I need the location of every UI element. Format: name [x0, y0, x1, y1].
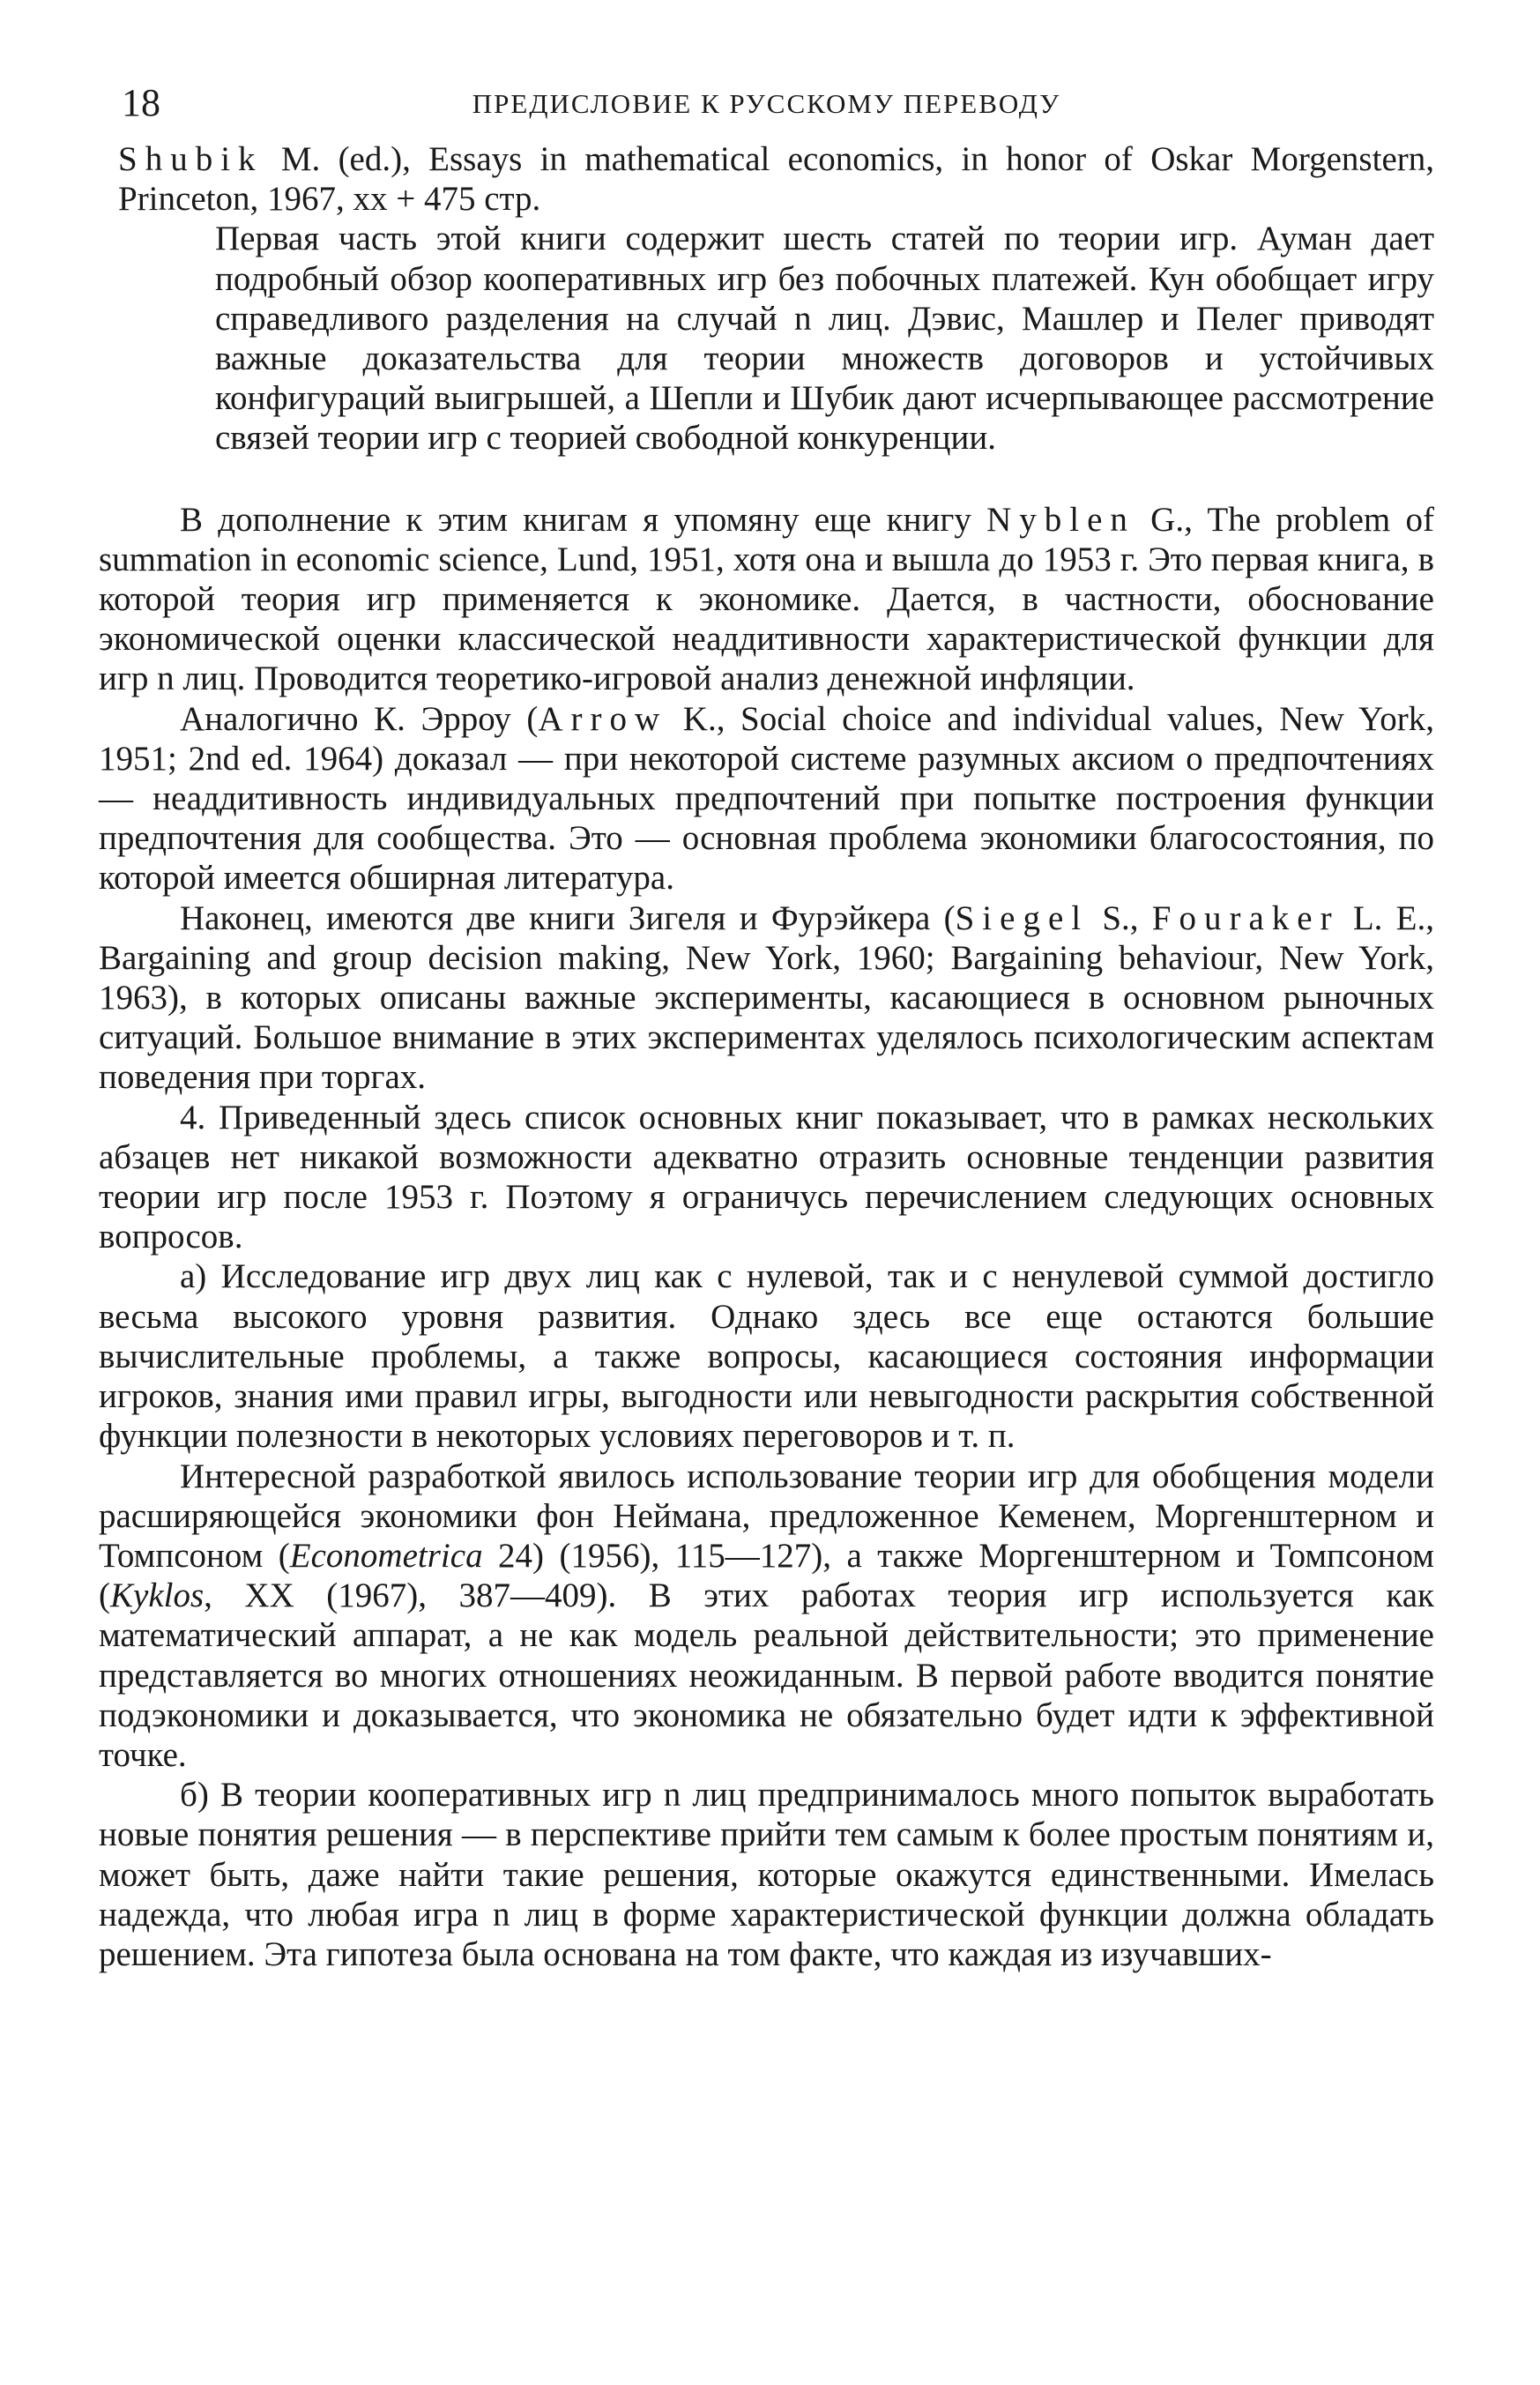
paragraph-text: Интересной разработкой явилось использование теории игр для обобщения модели расширяющейся экономики фон Неймана, предложенное Кеменем, Моргенштерном и Томпсоном ( — [99, 1457, 1434, 1575]
paragraph-text: L. E., Bargaining and group decision making, New York, 1960; Bargaining behaviour, New York, 1963), в которых описаны важные эксперименты, касающиеся в основном рыночных ситуаций. Большое внимание в этих экспериментах уделялось психологическим аспектам поведения при торгах. — [99, 898, 1434, 1097]
paragraph-von-neumann — [99, 1457, 1434, 1776]
paragraph-text: Аналогично К. Эрроу ( — [180, 699, 539, 738]
running-title: ПРЕДИСЛОВИЕ К РУССКОМУ ПЕРЕВОДУ — [472, 88, 1061, 119]
paragraph-text: Наконец, имеются две книги Зигеля и Фурэйкера ( — [180, 898, 956, 937]
paragraph-text: K., Social choice and individual values, New York, 1951; 2nd ed. 1964) доказал — при некоторой системе разумных аксиом о предпочтениях — неаддитивность индивидуальных предпочтений при попытке построения функции предпочтения для сообщества. Это — основная проблема экономики благосостояния, по которой имеется обширная литература. — [99, 699, 1435, 898]
journal-title: Kyklos — [110, 1576, 205, 1615]
paragraph-arrow — [99, 699, 1434, 898]
paragraph-text: S., — [1089, 898, 1152, 937]
reference-author: Shubik — [118, 140, 264, 178]
paragraph-text: 24) (1956), 115—127), а также Моргенштерном и Томпсоном ( — [99, 1536, 1434, 1615]
author-name: Arrow — [538, 699, 668, 738]
paragraph-text: , XX (1967), 387—409). В этих работах теория игр используется как математический аппарат, а не как модель реальной действительности; это применение представляется во многих отношениях неожиданным. В первой работе вводится понятие подэкономики и доказывается, что экономика не обязательно будет идти к эффективной точке. — [99, 1576, 1434, 1774]
author-name: Fouraker — [1151, 898, 1340, 937]
book-page — [99, 78, 1434, 1974]
journal-title: Econometrica — [289, 1536, 483, 1575]
paragraph-siegel-fouraker — [99, 898, 1434, 1098]
reference-entry — [99, 139, 1434, 219]
author-name: Nyblen — [986, 500, 1135, 539]
paragraph-item-b: б) В теории кооперативных игр n лиц предпринималось много попыток выработать новые понятия решения — в перспективе прийти тем самым к более простым понятиям и, может быть, даже найти такие решения, которые окажутся единственными. Имелась надежда, что любая игра n лиц в форме характеристической функции должна обладать решением. Эта гипотеза была основана на том факте, что каждая из изучавших- — [99, 1776, 1434, 1973]
page-header — [99, 78, 1434, 139]
paragraph-text: В дополнение к этим книгам я упомяну еще книгу — [180, 500, 987, 539]
paragraph-nyblen — [99, 500, 1434, 699]
reference-annotation: Первая часть этой книги содержит шесть статей по теории игр. Ауман дает подробный обзор кооперативных игр без побочных платежей. Кун обобщает игру справедливого разделения на случай n лиц. Дэвис, Машлер и Пелег приводят важные доказательства для теории множеств договоров и устойчивых конфигураций выигрышей, а Шепли и Шубик дают исчерпывающее рассмотрение связей теории игр с теорией свободной конкуренции. — [215, 220, 1434, 458]
reference-details: M. (ed.), Essays in mathematical economics, in honor of Oskar Morgenstern, Princeton, 1967, xx + 475 стр. — [118, 140, 1434, 219]
paragraph-section-4: 4. Приведенный здесь список основных книг показывает, что в рамках нескольких абзацев нет никакой возможности адекватно отразить основные тенденции развития теории игр после 1953 г. Поэтому я ограничусь перечислением следующих основных вопросов. — [99, 1098, 1434, 1256]
paragraph-text: G., The problem of summation in economic science, Lund, 1951, хотя она и вышла до 1953 г. Это первая книга, в которой теория игр применяется к экономике. Дается, в частности, обоснование экономической оценки классической неаддитивности характеристической функции для игр n лиц. Проводится теоретико-игровой анализ денежной инфляции. — [99, 500, 1434, 698]
page-number: 18 — [122, 81, 160, 124]
paragraph-item-a: а) Исследование игр двух лиц как с нулевой, так и с ненулевой суммой достигло весьма высокого уровня развития. Однако здесь все еще остаются большие вычислительные проблемы, а также вопросы, касающиеся состояния информации игроков, знания ими правил игры, выгодности или невыгодности раскрытия собственной функции полезности в некоторых условиях переговоров и т. п. — [99, 1257, 1434, 1456]
author-name: Siegel — [955, 898, 1090, 937]
